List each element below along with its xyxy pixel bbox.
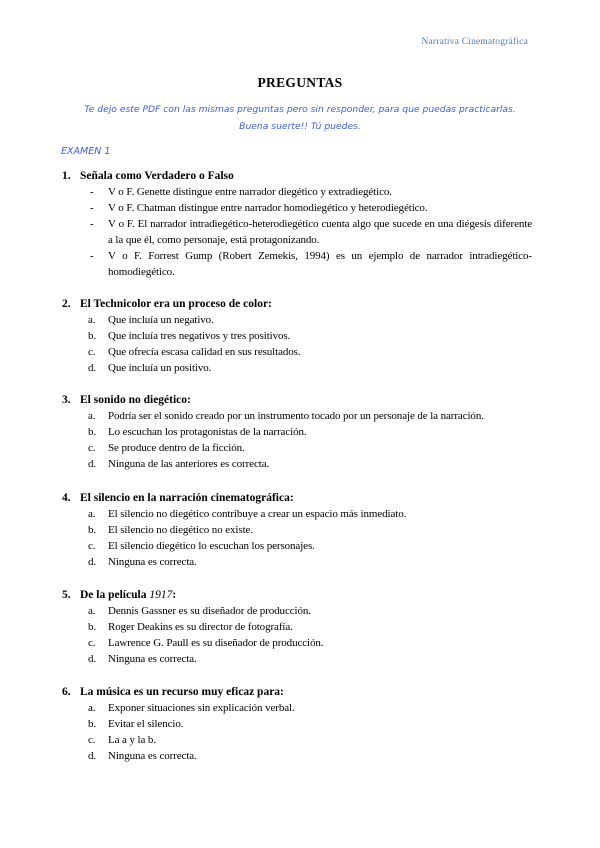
option-text: Evitar el silencio. [108,718,184,730]
option-marker: - [90,186,94,198]
option-item [62,554,532,570]
options-list [62,506,532,570]
option-item [62,700,532,716]
option-item [62,424,532,440]
question-heading [62,587,532,603]
film-title: 1917 [149,589,173,601]
question-number: 6. [62,686,71,698]
option-marker: b. [88,718,97,730]
question-number: 3. [62,394,71,406]
option-marker: b. [88,330,97,342]
option-text: Lawrence G. Paull es su diseñador de producción. [108,637,324,649]
option-text: Exponer situaciones sin explicación verbal. [108,702,295,714]
options-list [62,408,532,472]
option-text: El silencio no diegético contribuye a crear un espacio más inmediato. [108,508,407,520]
option-item [62,506,532,522]
option-text: Dennis Gassner es su diseñador de producción. [108,605,311,617]
question-4 [62,490,532,570]
option-marker: c. [88,540,96,552]
question-5 [62,587,532,667]
question-heading [62,684,532,700]
option-marker: b. [88,426,97,438]
option-item [62,522,532,538]
option-text: Que ofrecía escasa calidad en sus resultados. [108,346,301,358]
option-text: V o F. Chatman distingue entre narrador homodiegético y heterodiegético. [108,202,428,214]
option-item [62,440,532,456]
option-text: El silencio no diegético no existe. [108,524,253,536]
question-2 [62,296,532,376]
question-heading [62,392,532,408]
question-suffix: : [172,589,177,601]
question-text: El Technicolor era un proceso de color: [80,298,272,310]
question-text: El silencio en la narración cinematográfica: [80,492,294,504]
options-list [62,184,532,280]
option-item [62,748,532,764]
option-item [62,248,532,280]
option-marker: a. [88,508,96,520]
question-text: Señala como Verdadero o Falso [80,170,234,182]
question-heading [62,168,532,184]
option-text: Podría ser el sonido creado por un instrumento tocado por un personaje de la narración. [108,410,484,422]
option-text: Que incluía tres negativos y tres positivos. [108,330,291,342]
option-item [62,456,532,472]
options-list [62,312,532,376]
option-marker: a. [88,410,96,422]
option-text: V o F. Genette distingue entre narrador diegético y extradiegético. [108,186,392,198]
option-marker: a. [88,314,96,326]
option-item [62,408,532,424]
option-item [62,216,532,248]
option-marker: d. [88,750,97,762]
question-3 [62,392,532,472]
option-marker: - [90,250,94,262]
option-text: Ninguna es correcta. [108,556,197,568]
question-number: 2. [62,298,71,310]
option-text: Lo escuchan los protagonistas de la narración. [108,426,307,438]
option-text: Que incluía un negativo. [108,314,214,326]
option-text: Roger Deakins es su director de fotografía. [108,621,293,633]
option-text: Ninguna es correcta. [108,750,197,762]
section-heading: EXAMEN 1 [61,146,111,157]
option-item [62,344,532,360]
option-item [62,603,532,619]
option-text: La a y la b. [108,734,156,746]
page-title: PREGUNTAS [257,75,343,90]
question-6 [62,684,532,764]
option-marker: b. [88,524,97,536]
question-text: El sonido no diegético: [80,394,191,406]
option-item [62,538,532,554]
intro-note-line-2: Buena suerte!! Tú puedes. [239,121,361,132]
option-text: V o F. Forrest Gump (Robert Zemekis, 1994) es un ejemplo de narrador intradiegético-homodiegético. [108,250,532,278]
intro-note-line-1: Te dejo este PDF con las mismas preguntas pero sin responder, para que puedas practicarlas. [84,104,516,115]
options-list [62,603,532,667]
option-marker: d. [88,653,97,665]
option-marker: d. [88,362,97,374]
option-item [62,651,532,667]
question-1 [62,168,532,280]
option-marker: d. [88,556,97,568]
option-item [62,619,532,635]
options-list [62,700,532,764]
option-marker: - [90,218,94,230]
question-text: La música es un recurso muy eficaz para: [80,686,284,698]
option-text: V o F. El narrador intradiegético-heterodiegético cuenta algo que sucede en una diégesis diferente a la que él, como personaje, está protagonizando. [108,218,532,246]
option-item [62,328,532,344]
option-marker: a. [88,605,96,617]
question-text: De la película [80,589,150,601]
question-text-wrap [80,587,176,603]
question-number: 1. [62,170,71,182]
option-text: Ninguna de las anteriores es correcta. [108,458,270,470]
question-number: 4. [62,492,71,504]
option-item [62,716,532,732]
option-text: Ninguna es correcta. [108,653,197,665]
option-marker: - [90,202,94,214]
option-item [62,184,532,200]
option-marker: a. [88,702,96,714]
option-item [62,360,532,376]
option-marker: d. [88,458,97,470]
question-heading [62,490,532,506]
option-text: El silencio diegético lo escuchan los personajes. [108,540,315,552]
option-marker: b. [88,621,97,633]
option-item [62,732,532,748]
option-text: Se produce dentro de la ficción. [108,442,245,454]
option-item [62,200,532,216]
question-number: 5. [62,589,71,601]
option-marker: c. [88,346,96,358]
option-item [62,635,532,651]
option-marker: c. [88,442,96,454]
question-heading [62,296,532,312]
running-header: Narrativa Cinematográfica [421,37,528,47]
option-marker: c. [88,637,96,649]
option-item [62,312,532,328]
option-text: Que incluía un positivo. [108,362,212,374]
option-marker: c. [88,734,96,746]
